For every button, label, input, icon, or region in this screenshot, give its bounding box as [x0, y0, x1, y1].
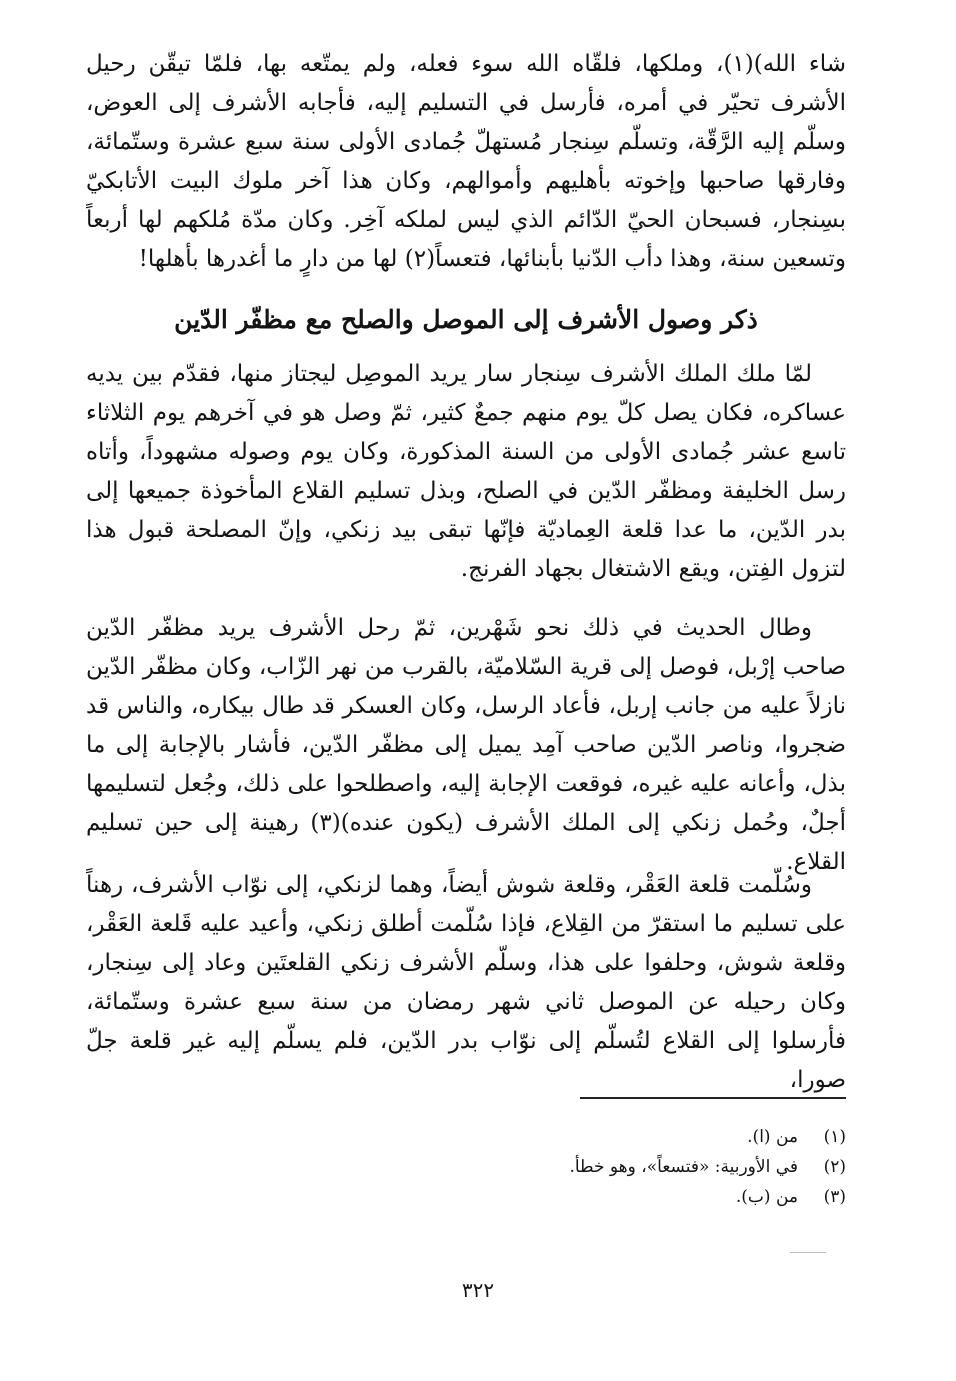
paragraph-3-text: وسُلّمت قلعة العَقْر، وقلعة شوش أيضاً، وهما لزنكي، إلى نوّاب الأشرف، رهناً على تسليم ما استقرّ من القِلاع، فإذا سُلّمت أطلق زنكي، وأعيد عليه قَلعة العَقْر، وقلعة شوش، وحلفوا على هذا، وسلّم الأشرف زنكي القلعتَين وعاد إلى سِنجار، وكان رحيله عن الموصل ثاني شهر رمضان من سنة سبع عشرة وستّمائة، فأرسلوا إلى القلاع لتُسلّم إلى نوّاب بدر الدّين، فلم يسلّم إليه غير قلعة جلّ صورا، [86, 872, 846, 1093]
footnote-divider [580, 1097, 846, 1099]
section-heading: ذكر وصول الأشرف إلى الموصل والصلح مع مظفّر الدّين [174, 305, 758, 334]
footnote-number: (٢) [823, 1157, 846, 1177]
scan-mark [790, 1252, 826, 1253]
footnote-item [86, 1122, 846, 1152]
paragraph-3 [86, 866, 846, 1100]
intro-paragraph [86, 45, 846, 279]
footnote-item [86, 1152, 846, 1182]
footnote-number: (٣) [823, 1187, 846, 1207]
paragraph-2-text: وطال الحديث في ذلك نحو شَهْرين، ثمّ رحل الأشرف يريد مظفّر الدّين صاحب إرْبل، فوصل إلى قرية السّلاميّة، بالقرب من نهر الزّاب، وكان مظفّر الدّين نازلاً عليه من جانب إربل، فأعاد الرسل، وكان العسكر قد طال بيكاره، والناس قد ضجروا، وناصر الدّين صاحب آمِد يميل إلى مظفّر الدّين، فأشار بالإجابة إلى ما بذل، وأعانه عليه غيره، فوقعت الإجابة إليه، واصطلحوا على ذلك، وجُعل لتسليمها أجلٌ، وحُمل زنكي إلى الملك الأشرف (يكون عنده)(٣) رهينة إلى حين تسليم القلاع. [86, 615, 847, 875]
footnote-item [86, 1182, 846, 1212]
intro-paragraph-text: شاء الله)(١)، وملكها، فلقّاه الله سوء فعله، ولم يمتّعه بها، فلمّا تيقّن رحيل الأشرف تحيّر في أمره، فأرسل في التسليم إليه، فأجابه الأشرف إلى العوض، وسلّم إليه الرَّقّة، وتسلّم سِنجار مُستهلّ جُمادى الأولى سنة سبع عشرة وستّمائة، وفارقها صاحبها وإخوته بأهليهم وأموالهم، وكان هذا آخر ملوك البيت الأتابكيّ بسِنجار، فسبحان الحيّ الدّائم الذي ليس لملكه آخِر. وكان مدّة مُلكهم لها أربعاً وتسعين سنة، وهذا دأب الدّنيا بأبنائها، فتعساً(٢) لها من دارٍ ما أغدرها بأهلها! [86, 51, 846, 272]
page-number: ٣٢٢ [461, 1278, 495, 1302]
footnote-number: (١) [823, 1127, 846, 1147]
footnotes-list [86, 1122, 846, 1212]
paragraph-1 [86, 355, 846, 589]
footnote-text: من (ب). [735, 1187, 798, 1207]
footnote-text: في الأوربية: «فتسعاً»، وهو خطأ. [569, 1157, 798, 1177]
paragraph-2 [86, 609, 846, 882]
footnote-text: من (ا). [747, 1127, 798, 1147]
paragraph-1-text: لمّا ملك الملك الأشرف سِنجار سار يريد الموصِل ليجتاز منها، فقدّم بين يديه عساكره، فكان يصل كلّ يوم منهم جمعٌ كثير، ثمّ وصل هو في آخرهم يوم الثلاثاء تاسع عشر جُمادى الأولى من السنة المذكورة، وكان يوم وصوله مشهوداً، وأتاه رسل الخليفة ومظفّر الدّين في الصلح، وبذل تسليم القلاع المأخوذة جميعها إلى بدر الدّين، ما عدا قلعة العِماديّة فإنّها تبقى بيد زنكي، وإنّ المصلحة قبول هذا لتزول الفِتن، ويقع الاشتغال بجهاد الفرنج. [86, 361, 846, 582]
